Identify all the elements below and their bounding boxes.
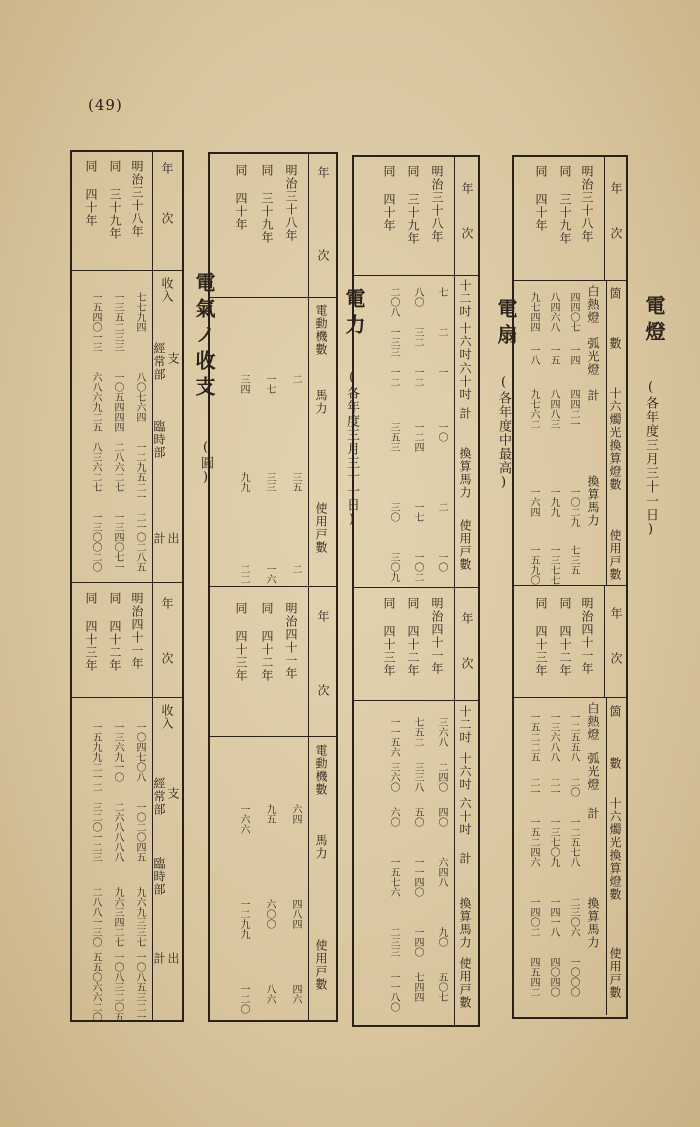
- column-header: 六十吋: [458, 362, 472, 401]
- year-label: 明治四十一年: [284, 602, 298, 680]
- year-label: 明治三十八年: [130, 160, 144, 238]
- denryoku-title: 電力: [342, 288, 366, 340]
- table-cell: 二八六二七: [112, 442, 123, 492]
- table-cell: 七: [436, 287, 447, 297]
- year-label: 同 三十九年: [108, 160, 122, 240]
- table-rule: [308, 586, 309, 736]
- table-cell: 一七: [412, 502, 423, 522]
- table-cell: 一二: [388, 367, 399, 387]
- table-cell: 一五: [548, 345, 559, 365]
- year-label: 同 四十三年: [84, 592, 98, 672]
- table-cell: 六八六九二五: [90, 372, 101, 432]
- table-cell: 一〇二: [412, 552, 423, 582]
- table-cell: 九六九三三七: [134, 887, 145, 947]
- column-header: 箇: [608, 287, 622, 300]
- table-cell: 二一: [528, 777, 539, 797]
- table-cell: 一三六九一〇: [112, 722, 123, 782]
- column-header: 使用戸數: [458, 519, 472, 571]
- table-rule: [308, 736, 309, 1020]
- column-header: 換算馬力: [458, 447, 472, 499]
- densen-title: 電扇: [494, 298, 518, 350]
- column-header: 白熱燈: [586, 285, 600, 324]
- table-cell: 六四八: [436, 857, 447, 887]
- table-rule: [604, 585, 605, 697]
- table-cell: 一二九五二一: [134, 442, 145, 502]
- table-rule: [606, 697, 607, 1015]
- table-cell: 一〇八三二〇五: [112, 952, 123, 1022]
- denryoku-table: [208, 152, 338, 1022]
- table-cell: 一四一八: [548, 897, 559, 937]
- column-header: 使用戸數: [608, 947, 622, 999]
- column-header: 計: [586, 807, 600, 820]
- table-cell: 一五二二五: [528, 712, 539, 762]
- shushi-title: 電氣ノ收支: [192, 272, 216, 402]
- column-header: 計: [152, 532, 166, 545]
- year-label: 明治三十八年: [430, 165, 444, 243]
- table-cell: 一二: [412, 367, 423, 387]
- table-cell: 一四〇二: [528, 897, 539, 937]
- table-cell: 四四二一: [568, 389, 579, 429]
- table-cell: 四六: [290, 984, 301, 1004]
- column-header: 次: [160, 212, 174, 225]
- column-header: 弧光燈: [586, 337, 600, 376]
- table-cell: 一二〇: [238, 984, 249, 1014]
- table-rule: [454, 587, 455, 700]
- table-cell: 九〇: [436, 927, 447, 947]
- year-label: 同 四十年: [234, 164, 248, 231]
- table-rule: [354, 700, 478, 701]
- column-header: 臨時部: [152, 420, 166, 459]
- table-cell: 一〇〇〇: [568, 957, 579, 997]
- table-cell: 一四〇: [412, 927, 423, 957]
- table-cell: 二三〇六: [568, 897, 579, 937]
- table-cell: 一三六八八: [548, 712, 559, 762]
- table-cell: 五〇七: [436, 972, 447, 1002]
- table-cell: 二一〇二八五: [134, 512, 145, 572]
- table-cell: 三六〇: [388, 762, 399, 792]
- table-cell: 一二五五八: [568, 712, 579, 762]
- table-rule: [72, 582, 182, 583]
- table-cell: 三二〇一二三: [90, 802, 101, 862]
- table-cell: 一三四〇七一: [112, 512, 123, 572]
- table-cell: 一〇二〇四五: [134, 802, 145, 862]
- table-cell: 三〇九: [388, 552, 399, 582]
- column-header: 經常部: [152, 777, 166, 816]
- densen-subtitle: (各年度中最高): [496, 375, 511, 491]
- table-cell: 一三〇〇二〇: [90, 512, 101, 572]
- table-cell: 三三: [264, 472, 275, 492]
- table-cell: 八三六二七: [90, 442, 101, 492]
- year-label: 同 四十二年: [406, 597, 420, 677]
- table-cell: 一五九九二一二: [90, 722, 101, 792]
- year-label: 同 四十二年: [260, 602, 274, 682]
- table-rule: [72, 270, 182, 271]
- table-cell: 六四: [290, 804, 301, 824]
- year-label: 同 四十三年: [382, 597, 396, 677]
- column-header: 年: [460, 182, 474, 195]
- table-cell: 八〇七六四: [134, 372, 145, 422]
- column-header: 十二吋: [458, 279, 472, 318]
- table-cell: 二: [436, 327, 447, 337]
- dento-table: [512, 155, 628, 1019]
- year-label: 同 四十二年: [108, 592, 122, 672]
- table-cell: 一一四〇: [412, 857, 423, 897]
- table-cell: 一二四: [412, 422, 423, 452]
- table-cell: 四〇: [436, 807, 447, 827]
- year-label: 明治四十一年: [580, 597, 594, 675]
- column-header: 支: [166, 352, 180, 365]
- column-header: 年: [160, 597, 174, 610]
- table-rule: [308, 297, 309, 586]
- table-cell: 二二: [238, 564, 249, 584]
- table-rule: [152, 152, 153, 270]
- column-header: 次: [316, 684, 330, 697]
- table-cell: 四五四二: [528, 957, 539, 997]
- column-header: 白熱燈: [586, 702, 600, 741]
- table-cell: 一二五七八: [568, 817, 579, 867]
- table-cell: 一〇五四四四: [112, 372, 123, 432]
- table-rule: [152, 582, 153, 697]
- denryoku-subtitle: (各年度三月三十一日): [344, 370, 359, 528]
- column-header: 收入: [160, 704, 174, 730]
- column-header: 電動機數: [314, 304, 328, 356]
- table-cell: 三三八: [412, 762, 423, 792]
- column-header: 經常部: [152, 342, 166, 381]
- column-header: 支: [166, 787, 180, 800]
- table-cell: 一八: [528, 345, 539, 365]
- table-cell: 一〇: [436, 422, 447, 442]
- table-rule: [72, 697, 182, 698]
- column-header: 馬力: [314, 389, 328, 415]
- column-header: 馬力: [314, 834, 328, 860]
- table-rule: [604, 157, 605, 280]
- column-header: 十六吋: [458, 322, 472, 361]
- column-header: 十六燭光換算燈數: [608, 797, 622, 901]
- column-header: 年: [460, 612, 474, 625]
- dento-subtitle: (各年度三月三十一日): [643, 380, 658, 538]
- year-label: 明治三十八年: [580, 165, 594, 243]
- table-rule: [210, 586, 336, 587]
- table-cell: 五五〇六六二〇: [90, 952, 101, 1022]
- table-cell: 一〇八五三二一: [134, 952, 145, 1022]
- table-cell: 二〇: [568, 777, 579, 797]
- shushi-subtitle: (圓): [198, 440, 213, 486]
- year-label: 同 四十三年: [234, 602, 248, 682]
- year-label: 同 四十二年: [558, 597, 572, 677]
- table-cell: 三五: [290, 472, 301, 492]
- year-label: 同 三十九年: [558, 165, 572, 245]
- table-cell: 二〇八: [388, 287, 399, 317]
- column-header: 計: [458, 852, 472, 865]
- table-rule: [606, 280, 607, 585]
- column-header: 年: [316, 610, 330, 623]
- table-cell: 九七四四: [528, 292, 539, 332]
- table-cell: 六〇〇: [264, 899, 275, 929]
- densen-table: [352, 155, 480, 1027]
- table-cell: 一三七〇九: [548, 817, 559, 867]
- year-label: 同 四十年: [382, 165, 396, 232]
- table-cell: 一五七六: [388, 857, 399, 897]
- table-cell: 一二九九: [238, 899, 249, 939]
- table-cell: 二三三: [388, 927, 399, 957]
- table-cell: 六〇: [388, 807, 399, 827]
- table-cell: 七四四: [412, 972, 423, 1002]
- column-header: 計: [586, 389, 600, 402]
- column-header: 收入: [160, 277, 174, 303]
- shushi-table: [70, 150, 184, 1022]
- dento-title: 電燈: [642, 295, 666, 347]
- table-rule: [454, 275, 455, 587]
- table-cell: 八六: [264, 984, 275, 1004]
- table-cell: 三四: [238, 374, 249, 394]
- page-number: (49): [88, 96, 123, 114]
- table-cell: 一五四〇一三: [90, 292, 101, 352]
- table-cell: 一〇四七〇八: [134, 722, 145, 782]
- table-rule: [454, 700, 455, 1025]
- column-header: 臨時部: [152, 857, 166, 896]
- year-label: 同 四十年: [84, 160, 98, 227]
- year-label: 同 四十年: [534, 165, 548, 232]
- table-cell: 一〇二九: [568, 487, 579, 527]
- table-cell: 一一五六: [388, 717, 399, 757]
- table-cell: 八四六八: [548, 292, 559, 332]
- table-cell: 九九: [238, 472, 249, 492]
- table-cell: 四〇四〇: [548, 957, 559, 997]
- table-rule: [210, 297, 336, 298]
- table-cell: 一六: [264, 564, 275, 584]
- column-header: 計: [152, 952, 166, 965]
- column-header: 使用戸數: [314, 939, 328, 991]
- column-header: 年: [160, 162, 174, 175]
- table-rule: [514, 585, 626, 586]
- column-header: 使用戸數: [314, 502, 328, 554]
- column-header: 數: [608, 337, 622, 350]
- table-cell: 二一: [548, 777, 559, 797]
- column-header: 次: [460, 657, 474, 670]
- column-header: 次: [160, 652, 174, 665]
- table-cell: 三五三: [388, 422, 399, 452]
- table-cell: 九七六二: [528, 389, 539, 429]
- column-header: 計: [458, 407, 472, 420]
- table-cell: 一三五二三三: [112, 292, 123, 352]
- table-cell: 一三七七: [548, 545, 559, 585]
- table-cell: 一五二四六: [528, 817, 539, 867]
- table-rule: [308, 154, 309, 297]
- column-header: 弧光燈: [586, 752, 600, 791]
- table-cell: 一〇: [436, 552, 447, 572]
- column-header: 使用戸數: [458, 957, 472, 1009]
- table-cell: 一一八〇: [388, 972, 399, 1012]
- column-header: 年: [316, 166, 330, 179]
- year-label: 同 四十三年: [534, 597, 548, 677]
- column-header: 次: [609, 652, 623, 665]
- table-cell: 一七: [264, 374, 275, 394]
- column-header: 出: [166, 952, 180, 965]
- table-cell: 七五二: [412, 717, 423, 747]
- table-cell: 九五: [264, 804, 275, 824]
- column-header: 年: [609, 182, 623, 195]
- table-cell: 四四〇七: [568, 292, 579, 332]
- column-header: 換算馬力: [586, 897, 600, 949]
- table-cell: 九六三四二七: [112, 887, 123, 947]
- column-header: 電動機數: [314, 744, 328, 796]
- column-header: 六十吋: [458, 797, 472, 836]
- table-cell: 二六八八八八: [112, 802, 123, 862]
- table-cell: 二八八一三〇: [90, 887, 101, 947]
- table-cell: 四八四: [290, 899, 301, 929]
- table-cell: 二: [290, 374, 301, 384]
- table-cell: 一三三: [388, 327, 399, 357]
- table-cell: 七七九四: [134, 292, 145, 332]
- table-rule: [454, 157, 455, 275]
- table-cell: 一四: [568, 345, 579, 365]
- column-header: 次: [609, 227, 623, 240]
- column-header: 箇: [608, 705, 622, 718]
- table-cell: 一九九: [548, 487, 559, 517]
- column-header: 次: [316, 249, 330, 262]
- table-rule: [210, 736, 336, 737]
- table-rule: [354, 587, 478, 588]
- table-cell: 五〇: [412, 807, 423, 827]
- column-header: 換算馬力: [458, 897, 472, 949]
- table-cell: 一六四: [528, 487, 539, 517]
- table-rule: [514, 280, 626, 281]
- table-rule: [514, 697, 626, 698]
- year-label: 明治三十八年: [284, 164, 298, 242]
- table-cell: 一五九〇: [528, 545, 539, 585]
- column-header: 換算馬力: [586, 475, 600, 527]
- column-header: 數: [608, 757, 622, 770]
- table-cell: 二四〇: [436, 762, 447, 792]
- table-cell: 三二: [412, 327, 423, 347]
- table-cell: 一: [436, 367, 447, 377]
- column-header: 十六吋: [458, 752, 472, 791]
- table-cell: 二: [436, 502, 447, 512]
- table-cell: 七三五: [568, 545, 579, 575]
- column-header: 十二吋: [458, 705, 472, 744]
- table-cell: 三六八: [436, 717, 447, 747]
- table-cell: 三〇: [388, 502, 399, 522]
- table-rule: [354, 275, 478, 276]
- column-header: 出: [166, 532, 180, 545]
- table-cell: 一六六: [238, 804, 249, 834]
- column-header: 次: [460, 227, 474, 240]
- column-header: 年: [609, 607, 623, 620]
- year-label: 同 三十九年: [260, 164, 274, 244]
- column-header: 十六燭光換算燈數: [608, 387, 622, 491]
- table-cell: 二: [290, 564, 301, 574]
- year-label: 明治四十一年: [430, 597, 444, 675]
- table-cell: 八〇: [412, 287, 423, 307]
- table-cell: 八四八三: [548, 389, 559, 429]
- column-header: 使用戸數: [608, 529, 622, 581]
- year-label: 明治四十一年: [130, 592, 144, 670]
- year-label: 同 三十九年: [406, 165, 420, 245]
